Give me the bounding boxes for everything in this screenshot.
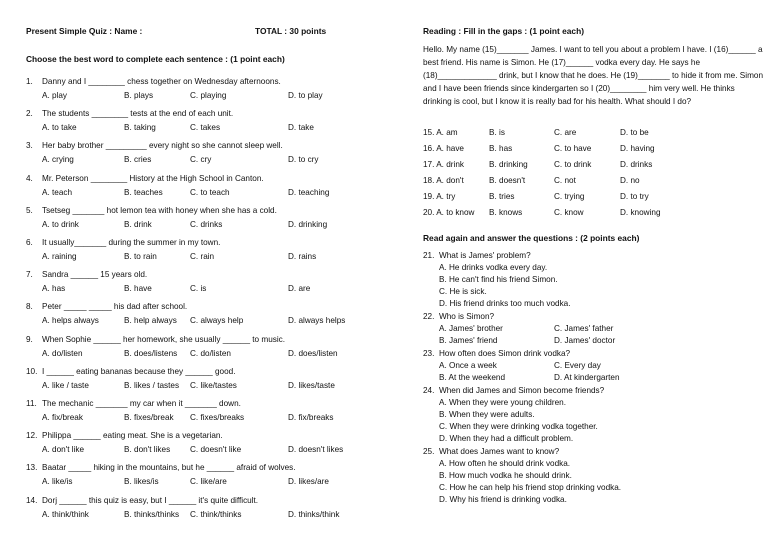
option-a: A. fix/break xyxy=(42,413,83,422)
option-a: A. don't like xyxy=(42,445,85,455)
reading-paragraph: Hello. My name (15)_______ James. I want to tell you about a problem I have. I (16)______ a best friend. His name is Simon. He (17)______ vodka every day. He says he (18)_____________ drink, but I know that he does. He (19)_______ to hide it from me. Simon and I have been friends since kindergarten so I (20)________ him very well. He thinks drinking is cool, but I know it is really bad for his health. What should I do? xyxy=(423,45,763,106)
gap-19-option-a: 19. A. try xyxy=(423,192,456,201)
option-a: A. How often he should drink vodka. xyxy=(439,459,571,468)
question-text: Danny and I ________ chess together on Wednesday afternoons. xyxy=(42,77,281,86)
question-text: What does James want to know? xyxy=(439,447,560,456)
option-d: D. His friend drinks too much vodka. xyxy=(439,299,571,308)
option-a: A. to take xyxy=(42,123,77,133)
gap-17-option-a: 17. A. drink xyxy=(423,160,464,169)
option-a: A. like / taste xyxy=(42,380,89,390)
option-a: A. play xyxy=(42,91,68,100)
question-number: 23. xyxy=(423,349,435,358)
option-d: D. At kindergarten xyxy=(554,373,620,382)
question-number: 3. xyxy=(26,141,33,151)
option-a: A. crying xyxy=(42,155,74,165)
gap-17-option-d: D. drinks xyxy=(620,160,653,169)
question-number: 7. xyxy=(26,270,33,280)
option-a: A. to drink xyxy=(42,219,79,229)
option-b: B. don't likes xyxy=(124,445,171,455)
question-text: The students ________ tests at the end of each unit. xyxy=(42,109,234,119)
option-a: A. When they were young children. xyxy=(439,398,566,407)
option-c: C. James' father xyxy=(554,324,614,333)
option-d: D. teaching xyxy=(288,187,330,197)
question-text: The mechanic _______ my car when it _______ down. xyxy=(42,399,241,408)
question-number: 14. xyxy=(26,495,38,505)
option-c: C. doesn't like xyxy=(190,445,242,455)
gap-17-option-c: C. to drink xyxy=(554,160,592,169)
option-a: A. like/is xyxy=(42,477,73,487)
option-b: B. When they were adults. xyxy=(439,410,535,419)
option-a: A. think/think xyxy=(42,509,89,519)
gap-16-option-a: 16. A. have xyxy=(423,144,464,153)
option-d: D. does/listen xyxy=(288,348,338,358)
option-d: D. James' doctor xyxy=(554,336,616,345)
option-b: B. fixes/break xyxy=(124,413,174,422)
gap-18-option-d: D. no xyxy=(620,176,640,185)
option-c: C. to teach xyxy=(190,187,230,197)
gap-17-option-b: B. drinking xyxy=(489,160,528,169)
reading-title: Reading : Fill in the gaps : (1 point each) xyxy=(423,26,584,36)
gap-16-option-c: C. to have xyxy=(554,144,592,153)
question-text: Peter _____ _____ his dad after school. xyxy=(42,302,188,312)
option-b: B. does/listens xyxy=(124,348,178,358)
question-text: What is James' problem? xyxy=(439,251,531,260)
gap-18-option-c: C. not xyxy=(554,176,576,185)
question-text: I ______ eating bananas because they ______ good. xyxy=(42,366,236,376)
option-b: B. have xyxy=(124,284,152,294)
gap-19-option-d: D. to try xyxy=(620,192,649,201)
question-text: When did James and Simon become friends? xyxy=(439,386,605,395)
option-b: B. likes/is xyxy=(124,477,159,487)
question-number: 5. xyxy=(26,205,33,215)
option-c: C. rain xyxy=(190,252,215,261)
question-number: 4. xyxy=(26,173,33,183)
gap-15-option-d: D. to be xyxy=(620,128,649,137)
option-d: D. drinking xyxy=(288,219,328,229)
question-text: Tsetseg _______ hot lemon tea with honey when she has a cold. xyxy=(42,205,277,215)
option-c: C. When they were drinking vodka together. xyxy=(439,422,598,431)
option-a: A. has xyxy=(42,284,66,294)
option-c: C. How he can help his friend stop drinking vodka. xyxy=(439,483,622,492)
question-number: 11. xyxy=(26,399,37,408)
option-d: D. to play xyxy=(288,91,323,100)
option-c: C. takes xyxy=(190,123,221,133)
question-number: 2. xyxy=(26,109,33,119)
option-b: B. taking xyxy=(124,123,156,133)
option-b: B. to rain xyxy=(124,252,157,261)
question-text: Mr. Peterson ________ History at the High School in Canton. xyxy=(42,173,264,183)
option-a: A. helps always xyxy=(42,316,99,326)
option-d: D. are xyxy=(288,284,311,294)
question-text: Who is Simon? xyxy=(439,312,495,321)
option-d: D. likes/taste xyxy=(288,380,335,390)
question-text: Baatar _____ hiking in the mountains, but he ______ afraid of wolves. xyxy=(42,463,296,473)
option-d: D. When they had a difficult problem. xyxy=(439,434,574,443)
gap-16-option-b: B. has xyxy=(489,144,513,153)
option-c: C. He is sick. xyxy=(439,287,487,296)
option-c: C. is xyxy=(190,284,207,294)
question-text: When Sophie ______ her homework, she usually ______ to music. xyxy=(42,334,286,344)
option-c: C. playing xyxy=(190,91,227,100)
gap-19-option-c: C. trying xyxy=(554,192,585,201)
option-b: B. plays xyxy=(124,91,154,100)
option-d: D. Why his friend is drinking vodka. xyxy=(439,495,567,504)
question-number: 12. xyxy=(26,431,38,441)
question-number: 24. xyxy=(423,386,435,395)
option-b: B. How much vodka he should drink. xyxy=(439,471,572,480)
gap-18-option-a: 18. A. don't xyxy=(423,176,464,185)
option-d: D. take xyxy=(288,123,314,133)
option-b: B. help always xyxy=(124,316,177,326)
answer-section-title: Read again and answer the questions : (2 points each) xyxy=(423,233,640,243)
option-d: D. rains xyxy=(288,252,317,261)
option-c: C. always help xyxy=(190,316,244,326)
gap-20-option-a: 20. A. to know xyxy=(423,208,475,217)
question-text: It usually_______ during the summer in my town. xyxy=(42,238,221,247)
question-text: Her baby brother _________ every night so she cannot sleep well. xyxy=(42,141,283,151)
gap-16-option-d: D. having xyxy=(620,144,655,153)
option-b: B. James' friend xyxy=(439,336,498,345)
option-d: D. fix/breaks xyxy=(288,413,334,422)
option-a: A. He drinks vodka every day. xyxy=(439,263,548,272)
option-a: A. Once a week xyxy=(439,361,497,370)
option-c: C. like/tastes xyxy=(190,380,237,390)
question-number: 22. xyxy=(423,312,435,321)
question-number: 9. xyxy=(26,334,33,344)
question-text: Philippa ______ eating meat. She is a vegetarian. xyxy=(42,431,223,441)
gap-15-option-a: 15. A. am xyxy=(423,128,458,137)
option-a: A. raining xyxy=(42,252,77,261)
total-points: TOTAL : 30 points xyxy=(255,26,327,36)
option-c: C. fixes/breaks xyxy=(190,413,245,422)
option-d: D. doesn't likes xyxy=(288,445,344,455)
option-c: C. cry xyxy=(190,155,212,165)
option-a: A. James' brother xyxy=(439,324,503,333)
option-b: B. likes / tastes xyxy=(124,380,180,390)
gap-20-option-c: C. know xyxy=(554,208,584,217)
option-a: A. teach xyxy=(42,187,73,197)
question-number: 8. xyxy=(26,302,33,312)
option-b: B. thinks/thinks xyxy=(124,509,180,519)
option-c: C. Every day xyxy=(554,361,601,370)
option-c: C. do/listen xyxy=(190,348,231,358)
option-a: A. do/listen xyxy=(42,348,83,358)
question-number: 21. xyxy=(423,251,435,260)
option-b: B. At the weekend xyxy=(439,373,505,382)
gap-19-option-b: B. tries xyxy=(489,192,515,201)
question-number: 10. xyxy=(26,366,38,376)
question-text: How often does Simon drink vodka? xyxy=(439,349,571,358)
option-c: C. think/thinks xyxy=(190,509,242,519)
question-number: 6. xyxy=(26,238,33,247)
section-instruction: Choose the best word to complete each sentence : (1 point each) xyxy=(26,54,285,64)
gap-15-option-b: B. is xyxy=(489,128,505,137)
option-b: B. He can't find his friend Simon. xyxy=(439,275,558,284)
option-d: D. likes/are xyxy=(288,477,329,487)
option-d: D. to cry xyxy=(288,155,319,165)
option-d: D. always helps xyxy=(288,316,346,326)
question-number: 13. xyxy=(26,463,38,473)
option-c: C. drinks xyxy=(190,219,223,229)
question-number: 25. xyxy=(423,447,435,456)
option-c: C. like/are xyxy=(190,477,227,487)
question-number: 1. xyxy=(26,77,33,86)
option-d: D. thinks/think xyxy=(288,509,340,519)
quiz-title: Present Simple Quiz : Name : xyxy=(26,26,143,36)
option-b: B. drink xyxy=(124,219,152,229)
option-b: B. cries xyxy=(124,155,152,165)
gap-15-option-c: C. are xyxy=(554,128,577,137)
gap-20-option-d: D. knowing xyxy=(620,208,661,217)
question-text: Sandra ______ 15 years old. xyxy=(42,270,148,280)
gap-18-option-b: B. doesn't xyxy=(489,176,526,185)
gap-20-option-b: B. knows xyxy=(489,208,523,217)
option-b: B. teaches xyxy=(124,187,163,197)
question-text: Dorj ______ this quiz is easy, but I ______ it's quite difficult. xyxy=(42,495,259,505)
